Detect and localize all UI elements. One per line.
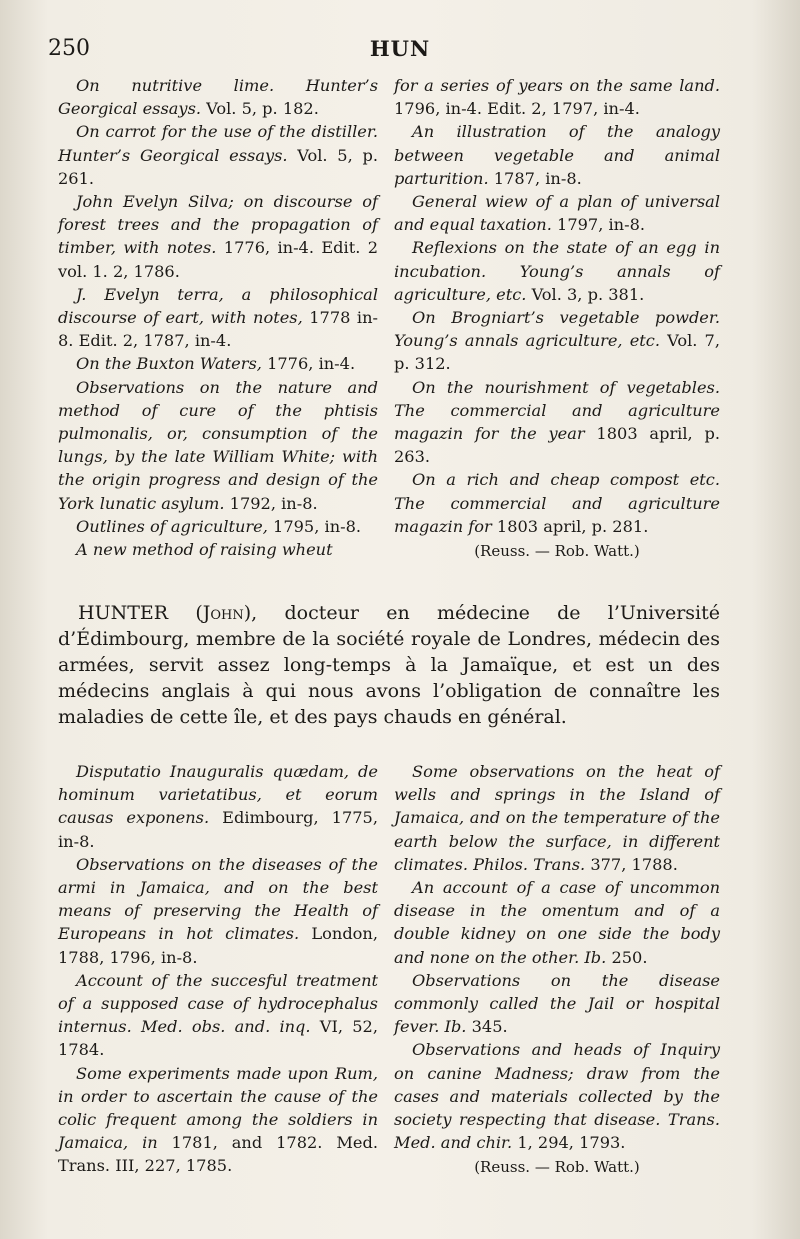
entry-title: Reflexions on the state of an egg in incubation. Young’s annals of agriculture, etc. [394,238,720,304]
entry-details: 1778 in-8. Edit. 2, 1787, in-4. [58,308,378,351]
entry-details: 1803 april, p. 281. [491,516,649,536]
entry-title: General wiew of a plan of universal and equal taxation. [394,192,720,235]
entry-details: 1792, in-8. [224,493,318,513]
bibliography-entry-continued [394,74,720,120]
entry-title: An illustration of the analogy between vegetable and animal parturition. [394,122,720,188]
entry-title: On carrot for the use of the distiller. Hunter’s Georgical essays. [58,122,378,165]
entry-title: An account of a case of uncommon disease in the omentum and of a double kidney on one side the body and none on the other. Ib. [394,878,720,967]
entry-title: Some observations on the heat of wells and springs in the Island of Jamaica, and on the temperature of the earth below the surface, in different climates. Philos. Trans. [394,762,720,874]
source-credit: (Reuss. — Rob. Watt.) [474,542,640,561]
entry-details: 1776, in-4. Edit. 2 vol. 1. 2, 1786. [58,238,379,281]
entry-details: Vol. 3, p. 381. [526,284,645,304]
entry-details: 1776, in-4. [261,354,356,374]
bottom-right-column [394,760,720,1180]
biography-firstname: John [202,602,244,624]
entry-details: Vol. 5, p. 261. [58,145,378,188]
entry-title: On nutritive lime. Hunter’s Georgical essays. [58,76,378,119]
entry-details: 1787, in-8. [488,168,582,188]
entry-title: On the Buxton Waters, [76,354,262,374]
entry-title: for a series of years on the same land. [394,76,720,95]
entry-title: Account of the succesful treatment of a supposed case of hydrocephalus internus. Med. obs. and. inq. [58,970,378,1037]
bibliography-entry [58,120,378,190]
bottom-left-column [58,760,378,1178]
entry-details: 250. [606,947,648,967]
entry-title: Observations on the diseases of the armi in Jamaica, and on the best means of preserving the Health of Europeans in hot climates. [58,854,378,944]
top-right-column [394,74,720,563]
bibliography-entry [58,538,378,561]
bibliography-entry [58,352,378,375]
entry-details: 1795, in-8. [267,516,362,536]
bibliography-entry [58,515,378,538]
entry-details: London, 1788, 1796, in-8. [58,924,378,967]
top-left-column [58,74,378,561]
entry-title: On the nourishment of vegetables. The commercial and agriculture magazin for the year [394,377,720,444]
entry-title: Some experiments made upon Rum, in order to ascertain the cause of the colic frequent among the soldiers in Jamaica, in [58,1063,378,1153]
source-credit: (Reuss. — Rob. Watt.) [474,1158,640,1177]
entry-details: 1, 294, 1793. [512,1133,626,1153]
biography-text: , docteur en médecine de l’Université d’Édimbourg, membre de la société royale de Londres, médecin des armées, servit assez long-temps à la Jamaïque, et est un des médecins anglais à qui nous avons l’obligation de connaître les maladies de cette île, et des pays chauds en général. [58,602,720,728]
entry-title: On Brogniart’s vegetable powder. Young’s annals agriculture, etc. [394,308,720,351]
entry-details: Vol. 7, p. 312. [394,331,720,374]
running-head: HUN [369,36,431,61]
entry-title: Observations on the disease commonly called the Jail or hospital fever. Ib. [394,970,720,1037]
bibliography-entry [394,876,720,969]
entry-title: Observations on the nature and method of cure of the phtisis pulmonalis, or, consumption of the lungs, by the late William White; with the origin progress and design of the York lunatic asylum. [58,377,378,513]
entry-details: 1781, and 1782. Med. Trans. III, 227, 1785. [58,1133,378,1176]
biography-entry [58,600,720,730]
bibliography-entry [58,283,378,353]
bibliography-entry [394,760,720,876]
entry-details: VI, 52, 1784. [58,1017,378,1060]
bibliography-entry [394,120,720,190]
bibliography-entry [58,760,378,853]
entry-details: 1797, in-8. [551,215,646,235]
entry-details: Edimbourg, 1775, in-8. [58,808,378,851]
entry-details: 1796, in-4. Edit. 2, 1797, in-4. [394,99,640,119]
entry-details: 377, 1788. [585,854,678,874]
bibliography-entry [394,468,720,538]
bibliography-entry [58,74,378,120]
bibliography-entry [394,306,720,376]
bibliography-entry [58,853,378,969]
bibliography-entry [394,376,720,469]
entry-title: On a rich and cheap compost etc. The commercial and agriculture magazin for [394,470,720,536]
page-header [48,36,752,66]
entry-details: 345. [466,1017,508,1037]
entry-title: Outlines of agriculture, [76,516,268,536]
entry-title: Observations and heads of Inquiry on canine Madness; draw from the cases and materials collected by the society respecting that disease. Trans. Med. and chir. [394,1040,720,1153]
entry-title: A new method of raising wheut [76,540,333,560]
entry-details: 1803 april, p. 263. [394,424,720,467]
entry-title: John Evelyn Silva; on discourse of forest trees and the propagation of timber, with notes. [58,192,378,258]
page-number: 250 [48,36,90,61]
biography-name: HUNTER [78,602,169,624]
bibliography-entry [58,190,378,283]
bibliography-entry [394,236,720,306]
entry-details: Vol. 5, p. 182. [201,99,319,119]
entry-title: Disputatio Inauguralis quædam, de hominum varietatibus, et eorum causas exponens. [58,762,378,828]
biography-paragraph: HUNTER (John), docteur en médecine de l’Université d’Édimbourg, membre de la société royale de Londres, médecin des armées, servit assez long-temps à la Jamaïque, et est un des médecins anglais à qui nous avons l’obligation de connaître les maladies de cette île, et des pays chauds en général. [58,602,720,728]
bibliography-entry [58,1062,378,1178]
bibliography-entry [394,969,720,1039]
bibliography-entry [394,190,720,236]
bibliography-entry [58,376,378,515]
entry-title: J. Evelyn terra, a philosophical discourse of eart, with notes, [58,284,378,328]
bibliography-entry [394,1038,720,1154]
bibliography-entry [58,969,378,1062]
